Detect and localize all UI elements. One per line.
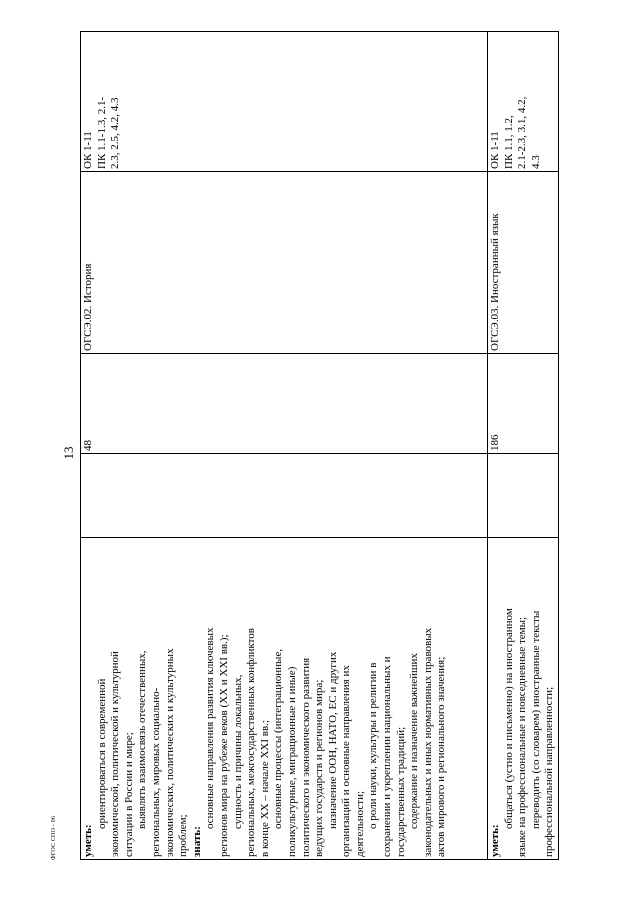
description-line: содержание и назначение важнейших [408, 653, 421, 829]
description-line: основные процессы (интеграционные, [272, 648, 285, 829]
competency-line: 4.3 [529, 155, 542, 169]
description-line: языке на профессиональные и повседневные темы; [516, 616, 529, 857]
description-line: ситуации в России и мире; [122, 732, 135, 857]
table-row [488, 32, 559, 860]
competency-line: ОК 1-11 [489, 131, 501, 169]
footer-code: ФГОС СПО - 06 [51, 815, 57, 861]
competencies-cell [81, 32, 488, 172]
description-line: ориентироваться в современной [95, 678, 108, 829]
description-cell [81, 538, 488, 860]
description-line: региональных, межгосударственных конфликтов [245, 628, 258, 857]
description-line: сущность и причины локальных, [231, 674, 244, 829]
description-line: в конце XX – начале XXI вв.; [258, 720, 271, 857]
description-line: переводить (со словарем) иностранные тексты [529, 610, 542, 829]
description-line: организаций и основные направления их [340, 665, 353, 857]
standard-table [80, 31, 559, 860]
page-number: 13 [61, 446, 76, 460]
table-row [81, 32, 488, 860]
description-cell [488, 538, 559, 860]
description-line: профессиональной направленности; [543, 686, 556, 857]
hours-cell: 186 [488, 354, 559, 454]
empty-cell [81, 454, 488, 538]
discipline-cell: ОГСЭ.03. Иностранный язык [488, 172, 559, 354]
description-line: региональных, мировых социально- [149, 687, 162, 857]
section-heading: уметь: [489, 824, 501, 857]
description-line: выявлять взаимосвязь отечественных, [136, 650, 149, 829]
description-line: проблем; [177, 814, 190, 857]
competency-line: ОК 1-11 [82, 131, 94, 169]
description-line: политического и экономического развития [299, 657, 312, 857]
section-heading: знать: [190, 826, 203, 857]
competencies-cell [488, 32, 559, 172]
description-line: актов мирового и регионального значения; [435, 656, 448, 857]
description-line: регионов мира на рубеже веков (XX и XXI вв.); [217, 634, 230, 857]
discipline-cell: ОГСЭ.02. История [81, 172, 488, 354]
description-line: основные направления развития ключевых [204, 627, 217, 829]
description-line: о роли науки, культуры и религии в [367, 662, 380, 829]
competency-line: ПК 1.1, 1.2, [502, 115, 515, 169]
description-line: назначение ООН, НАТО, ЕС и других [326, 651, 339, 829]
hours-cell: 48 [81, 354, 488, 454]
competency-line: 2.3, 2.5, 4.2, 4.3 [109, 97, 122, 169]
description-line: деятельности; [353, 790, 366, 857]
description-line: поликультурные, миграционные и иные) [285, 666, 298, 857]
description-line: ведущих государств и регионов мира; [313, 679, 326, 857]
description-line: экономических, политических и культурных [163, 648, 176, 857]
rotated-table-container [80, 32, 556, 860]
competency-line: 2.1-2.3, 3.1, 4.2, [516, 96, 529, 169]
description-line: государственных традиций; [394, 726, 407, 857]
description-line: экономической, политической и культурной [109, 651, 122, 857]
description-line: сохранении и укреплении национальных и [381, 656, 394, 857]
description-line: законодательных и иных нормативных правовых [421, 627, 434, 857]
section-heading: уметь: [82, 824, 94, 857]
competency-line: ПК 1.1-1.3, 2.1- [95, 96, 108, 169]
empty-cell [488, 454, 559, 538]
description-line: общаться (устно и письменно) на иностранном [502, 608, 515, 829]
